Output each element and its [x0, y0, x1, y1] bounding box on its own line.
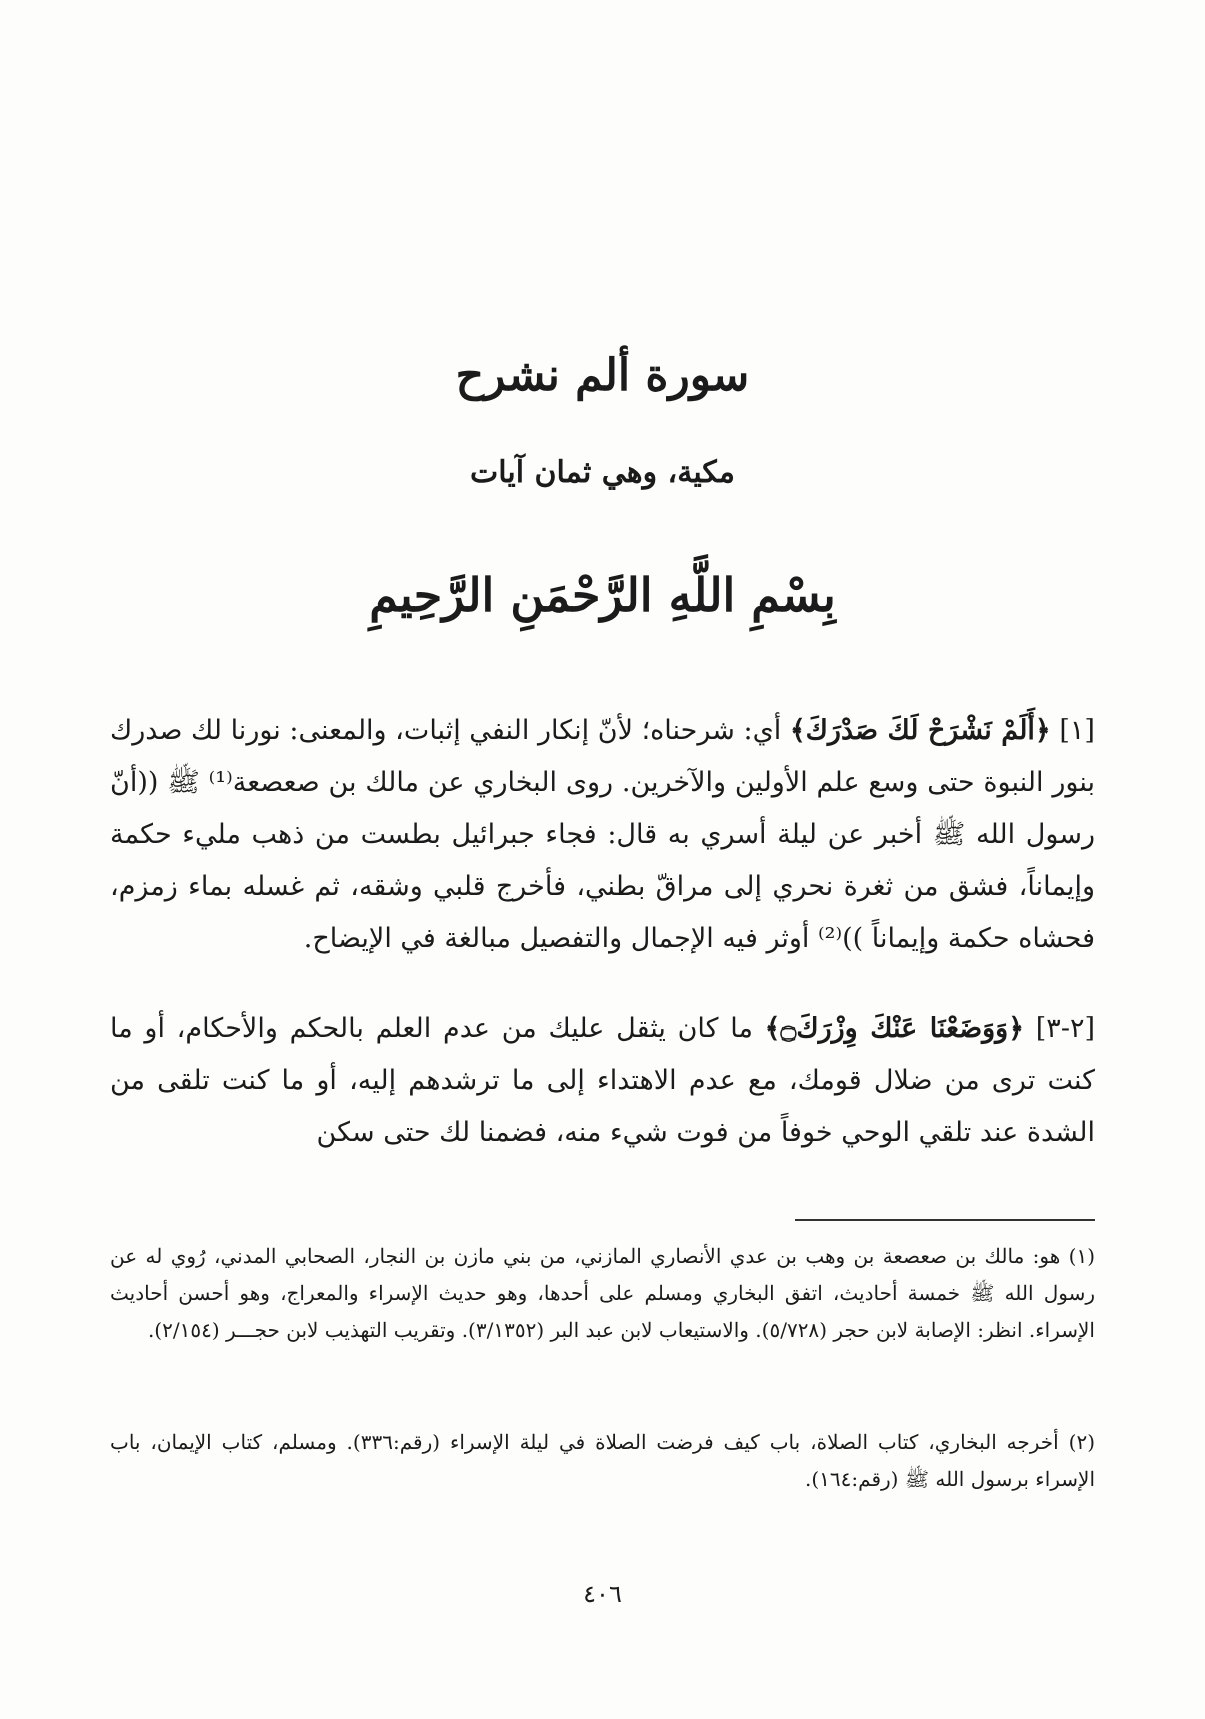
- tafsir-paragraph-verse-1: [110, 705, 1095, 965]
- surah-subtitle: مكية، وهي ثمان آيات: [469, 455, 736, 490]
- footnote-divider: [795, 1219, 1095, 1221]
- tafsir-paragraph-verse-2-3: [110, 1003, 1095, 1159]
- commentary-text: ما كان يثقل عليك من عدم العلم بالحكم والأحكام، أو ما كنت ترى من ضلال قومك، مع عدم الاهتداء إلى ما ترشدهم إليه، أو ما كنت تلقى من الشدة عند تلقي الوحي خوفاً من فوت شيء منه، فضمنا لك حتى سكن: [110, 1013, 1095, 1148]
- page-number: ٤٠٦: [583, 1580, 622, 1608]
- footnote-2: (٢) أخرجه البخاري، كتاب الصلاة، باب كيف فرضت الصلاة في ليلة الإسراء (رقم:٣٣٦). ومسلم، كتاب الإيمان، باب الإسراء برسول الله ﷺ (رقم:١٦٤).: [110, 1430, 1095, 1491]
- verse-text: ﴿وَوَضَعْنَا عَنْكَ وِزْرَكَ۝﴾: [764, 1013, 1025, 1044]
- footnote-1: (١) هو: مالك بن صعصعة بن وهب بن عدي الأنصاري المازني، من بني مازن بن النجار، الصحابي المدني، رُوي له عن رسول الله ﷺ خمسة أحاديث، اتفق البخاري ومسلم على أحدها، وهو حديث الإسراء والمعراج، وهو أحسن أحاديث الإسراء. انظر: الإصابة لابن حجر (٥/٧٢٨). والاستيعاب لابن عبد البر (٣/١٣٥٢). وتقريب التهذيب لابن حجـــر (٢/١٥٤).: [110, 1244, 1095, 1342]
- verse-number: [١]: [1059, 715, 1095, 746]
- commentary-text: أي: شرحناه؛ لأنّ إنكار النفي إثبات، والمعنى: نورنا لك صدرك بنور النبوة حتى وسع علم الأولين والآخرين. روى البخاري عن مالك بن صعصعة⁽¹⁾ ﷺ ((أنّ رسول الله ﷺ أخبر عن ليلة أسري به قال: فجاء جبرائيل بطست من ذهب مليء حكمة وإيماناً، فشق من ثغرة نحري إلى مراقّ بطني، فأخرج قلبي وشقه، ثم غسله بماء زمزم، فحشاه حكمة وإيماناً ))⁽²⁾ أوثر فيه الإجمال والتفصيل مبالغة في الإيضاح.: [110, 715, 1095, 954]
- surah-title: سورة ألم نشرح: [455, 350, 750, 401]
- basmala: بِسْمِ اللَّهِ الرَّحْمَنِ الرَّحِيمِ: [369, 568, 836, 622]
- verse-text: ﴿أَلَمْ نَشْرَحْ لَكَ صَدْرَكَ﴾: [789, 715, 1051, 746]
- verse-number: [٢-٣]: [1035, 1013, 1095, 1044]
